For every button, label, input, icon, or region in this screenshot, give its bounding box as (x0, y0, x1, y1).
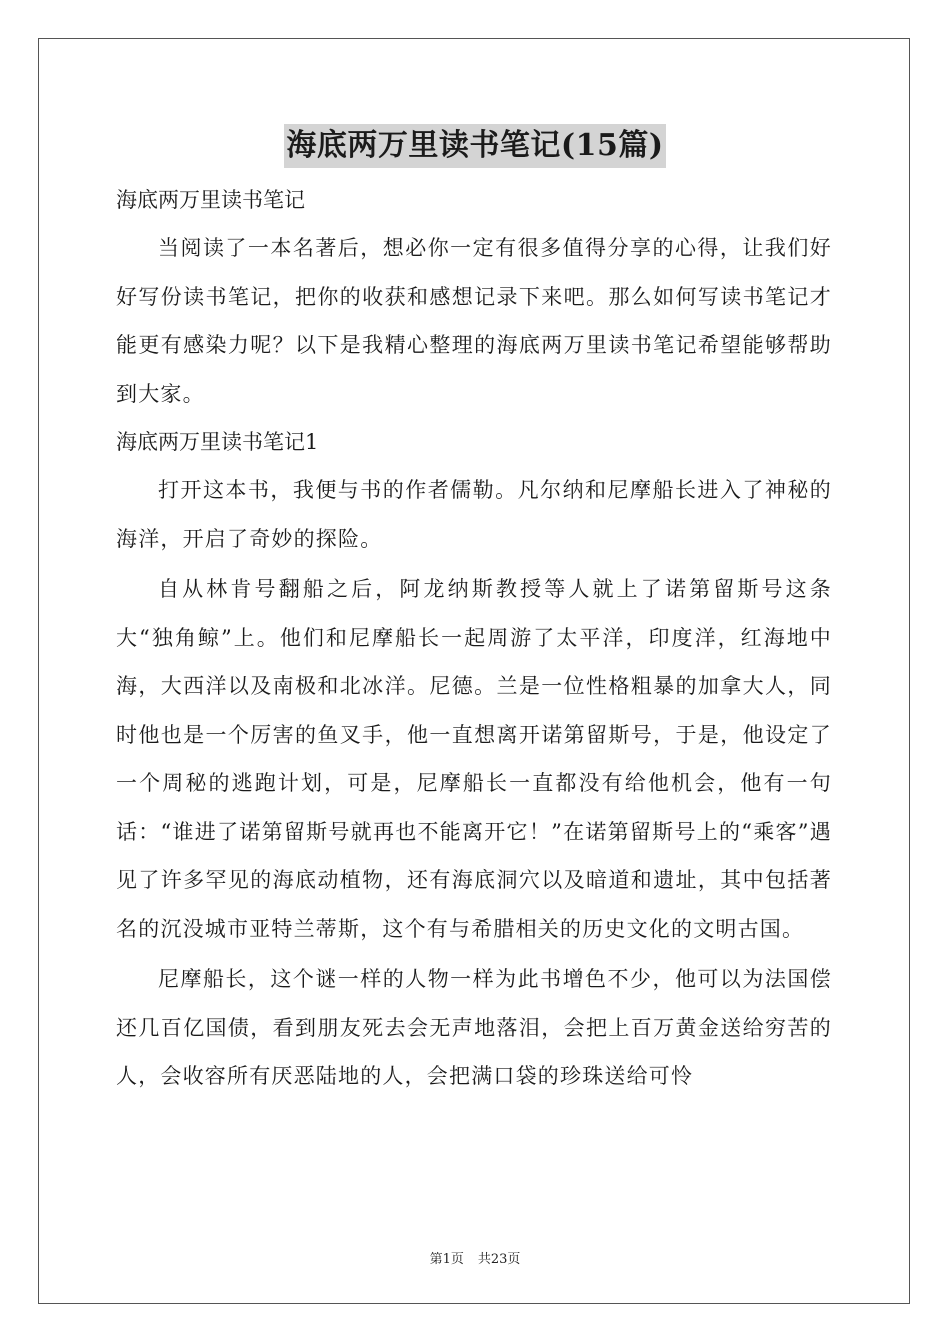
body-paragraph: 自从林肯号翻船之后，阿龙纳斯教授等人就上了诺第留斯号这条大“独角鲸”上。他们和尼摩船长一起周游了太平洋，印度洋，红海地中海，大西洋以及南极和北冰洋。尼德。兰是一位性格粗暴的加拿大人，同时他也是一个厉害的鱼叉手，他一直想离开诺第留斯号，于是，他设定了一个周秘的逃跑计划，可是，尼摩船长一直都没有给他机会，他有一句话：“谁进了诺第留斯号就再也不能离开它！”在诺第留斯号上的“乘客”遇见了许多罕见的海底动植物，还有海底洞穴以及暗道和遗址，其中包括著名的沉没城市亚特兰蒂斯，这个有与希腊相关的历史文化的文明古国。 (116, 577, 832, 941)
intro-paragraph: 当阅读了一本名著后，想必你一定有很多值得分享的心得，让我们好好写份读书笔记，把你的收获和感想记录下来吧。那么如何写读书笔记才能更有感染力呢？以下是我精心整理的海底两万里读书笔记希望能够帮助到大家。 (116, 236, 832, 406)
page-number-total: 共23页 (477, 1252, 521, 1267)
body-paragraph: 打开这本书，我便与书的作者儒勒。凡尔纳和尼摩船长进入了神秘的海洋，开启了奇妙的探险。 (116, 478, 832, 551)
document-title: 海底两万里读书笔记(15篇) (284, 124, 665, 168)
page-number-current: 第1页 (429, 1252, 464, 1267)
section-heading: 海底两万里读书笔记1 (116, 430, 319, 454)
document-heading: 海底两万里读书笔记 (116, 188, 305, 212)
title-container (0, 124, 950, 168)
document-body (116, 176, 832, 1103)
page-footer (0, 1248, 950, 1267)
body-paragraph: 尼摩船长，这个谜一样的人物一样为此书增色不少，他可以为法国偿还几百亿国债，看到朋友死去会无声地落泪，会把上百万黄金送给穷苦的人，会收容所有厌恶陆地的人，会把满口袋的珍珠送给可怜 (116, 967, 832, 1088)
